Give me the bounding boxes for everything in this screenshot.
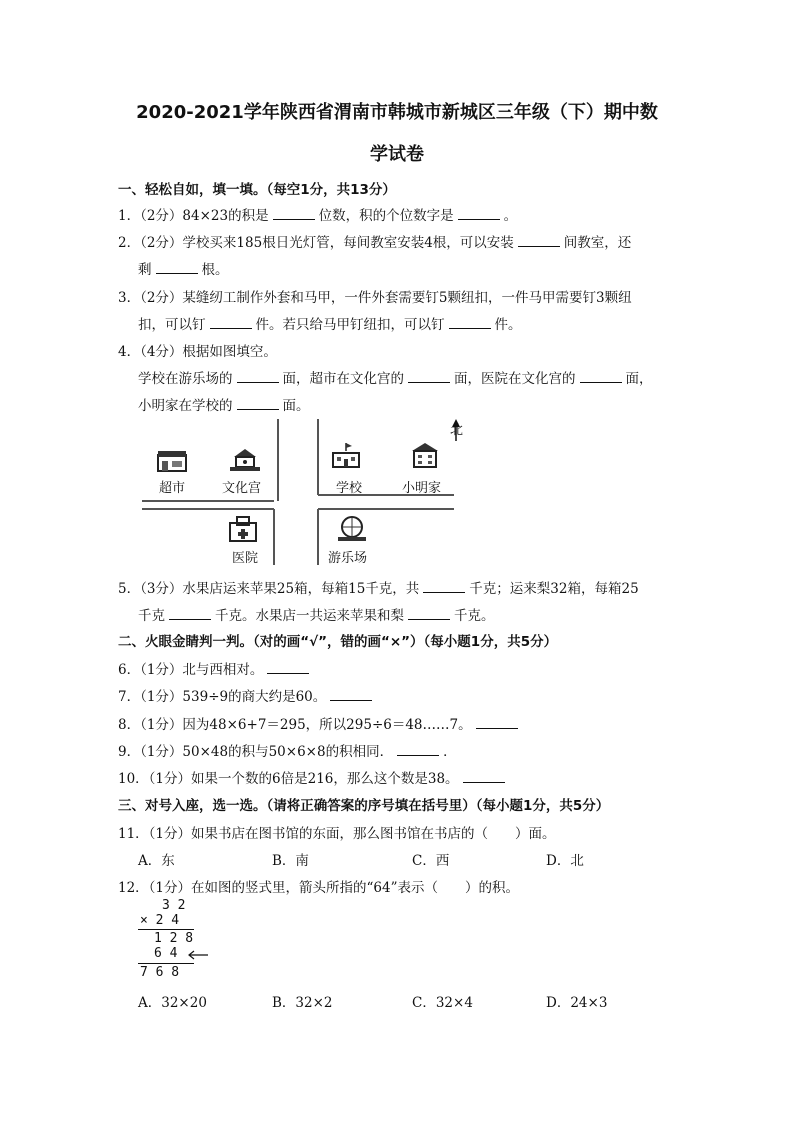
answer-blank[interactable] — [273, 207, 315, 220]
answer-blank[interactable] — [330, 688, 372, 701]
culture-palace-icon — [228, 447, 262, 473]
home-building-icon — [410, 441, 440, 469]
question-8: 8．（1分）因为48×6+7＝295，所以295÷6＝48……7。 — [118, 713, 522, 733]
section-3-heading: 三、对号入座，选一选。（请将正确答案的序号填在括号里）（每小题1分，共5分） — [118, 798, 610, 814]
section-1-heading: 一、轻松自如，填一填。（每空1分，共13分） — [118, 182, 396, 198]
question-10: 10．（1分）如果一个数的6倍是216，那么这个数是38。 — [118, 767, 509, 787]
question-5-cont: 千克 千克。水果店一共运来苹果和梨 千克。 — [138, 608, 495, 624]
answer-blank[interactable] — [408, 607, 450, 620]
question-9: 9．（1分）50×48的积与50×6×8的积相同． ． — [118, 744, 457, 760]
question-1: 1．（2分）84×23的积是 位数，积的个位数字是 。 — [118, 208, 518, 224]
answer-blank[interactable] — [156, 261, 198, 274]
question-11-option-a[interactable]: A．东 — [138, 853, 175, 869]
amusement-park-label: 游乐场 — [328, 551, 368, 566]
north-label: 北 — [450, 423, 464, 438]
divider — [138, 963, 194, 964]
divider — [138, 929, 194, 930]
question-2: 2．（2分）学校买来185根日光灯管，每间教室安装4根，可以安装 间教室，还 — [118, 235, 632, 251]
answer-blank[interactable] — [463, 770, 505, 783]
answer-blank[interactable] — [267, 661, 309, 674]
answer-blank[interactable] — [518, 234, 560, 247]
question-4: 4．（4分）根据如图填空。 — [118, 344, 277, 360]
question-3: 3．（2分）某缝纫工制作外套和马甲，一件外套需要钉5颗纽扣，一件马甲需要钉3颗纽 — [118, 290, 632, 306]
direction-map — [136, 419, 464, 565]
page-title-line2: 学试卷 — [370, 144, 424, 165]
answer-blank[interactable] — [397, 743, 439, 756]
question-12-option-b[interactable]: B．32×2 — [272, 995, 333, 1011]
question-3-cont: 扣，可以钉 件。若只给马甲钉纽扣，可以钉 件。 — [138, 317, 522, 333]
question-11: 11．（1分）如果书店在图书馆的东面，那么图书馆在书店的（ ）面。 — [118, 826, 556, 842]
answer-blank[interactable] — [449, 316, 491, 329]
answer-blank[interactable] — [169, 607, 211, 620]
answer-blank[interactable] — [423, 580, 465, 593]
question-12-option-c[interactable]: C．32×4 — [412, 995, 473, 1011]
arrow-left-icon — [186, 950, 210, 960]
question-2-cont: 剩 根。 — [138, 262, 229, 278]
question-11-option-b[interactable]: B．南 — [272, 853, 309, 869]
section-2-heading: 二、火眼金睛判一判。（对的画“√”，错的画“×”）（每小题1分，共5分） — [118, 634, 558, 650]
question-4-line1: 学校在游乐场的 面，超市在文化宫的 面，医院在文化宫的 面， — [138, 371, 653, 387]
answer-blank[interactable] — [476, 716, 518, 729]
home-label: 小明家 — [402, 481, 442, 496]
amusement-park-icon — [334, 515, 370, 543]
question-12-option-a[interactable]: A．32×20 — [138, 995, 207, 1011]
culture-palace-label: 文化宫 — [222, 481, 262, 496]
school-label: 学校 — [336, 481, 363, 496]
answer-blank[interactable] — [237, 397, 279, 410]
vertical-multiplication: 3 2 × 2 4 1 2 8 6 4 7 6 8 — [136, 898, 214, 986]
question-11-option-d[interactable]: D．北 — [546, 853, 584, 869]
answer-blank[interactable] — [580, 370, 622, 383]
page-title: 2020-2021学年陕西省渭南市韩城市新城区三年级（下）期中数 — [136, 102, 658, 123]
hospital-label: 医院 — [232, 551, 259, 566]
question-12: 12．（1分）在如图的竖式里，箭头所指的“64”表示（ ）的积。 — [118, 880, 519, 896]
question-4-line2: 小明家在学校的 面。 — [138, 398, 310, 414]
answer-blank[interactable] — [210, 316, 252, 329]
question-5: 5．（3分）水果店运来苹果25箱，每箱15千克，共 千克；运来梨32箱，每箱25 — [118, 581, 639, 597]
school-icon — [330, 441, 362, 469]
question-11-option-c[interactable]: C．西 — [412, 853, 450, 869]
hospital-icon — [226, 515, 260, 543]
answer-blank[interactable] — [408, 370, 450, 383]
answer-blank[interactable] — [237, 370, 279, 383]
supermarket-label: 超市 — [159, 481, 186, 496]
question-6: 6．（1分）北与西相对。 — [118, 658, 313, 678]
question-7: 7．（1分）539÷9的商大约是60。 — [118, 685, 376, 705]
question-12-option-d[interactable]: D．24×3 — [546, 995, 608, 1011]
answer-blank[interactable] — [458, 207, 500, 220]
supermarket-icon — [156, 449, 188, 473]
